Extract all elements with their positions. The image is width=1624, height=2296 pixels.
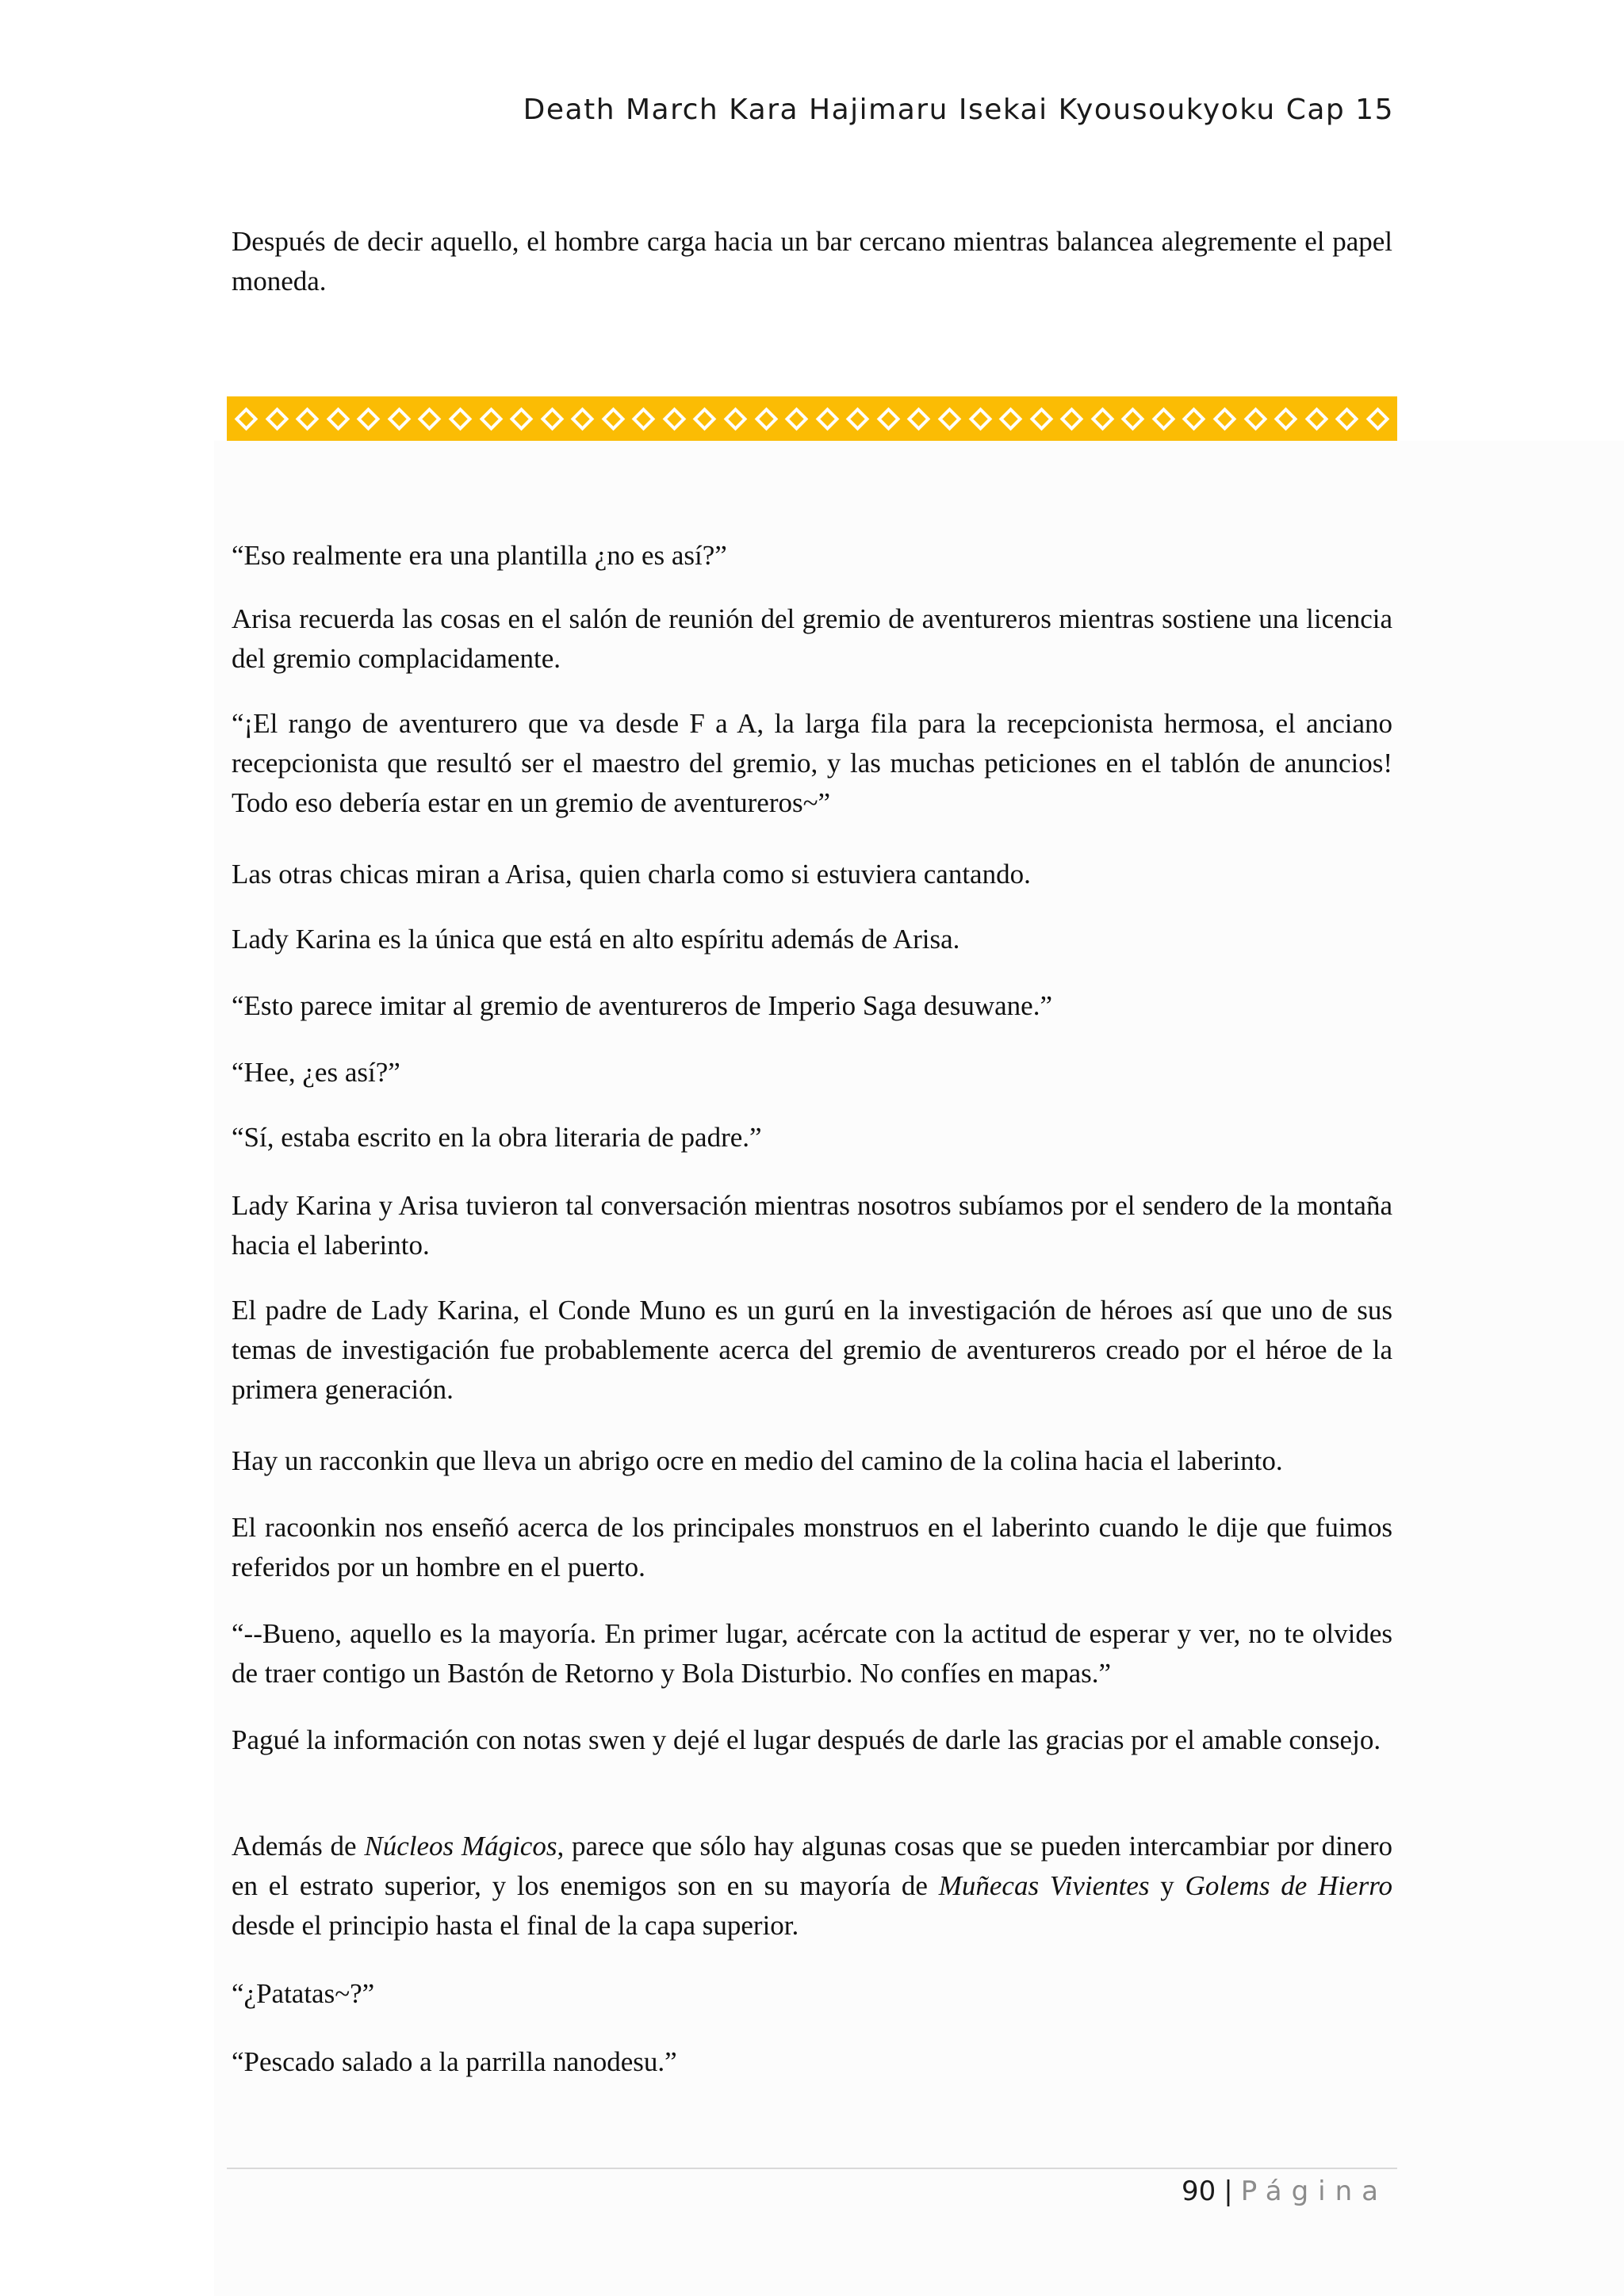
paragraph: Después de decir aquello, el hombre carga hacia un bar cercano mientras balancea alegremente el papel moneda. (232, 226, 1392, 297)
diamond-icon (296, 407, 320, 430)
diamond-icon (1152, 407, 1176, 430)
diamond-icon (663, 407, 687, 430)
diamond-icon (510, 407, 534, 430)
diamond-icon (1182, 407, 1206, 430)
paragraph: “Esto parece imitar al gremio de aventureros de Imperio Saga desuwane.” (232, 990, 1052, 1021)
diamond-icon (449, 407, 473, 430)
diamond-icon (1060, 407, 1084, 430)
italic-term: Núcleos Mágicos (364, 1831, 557, 1862)
diamond-icon (1213, 407, 1237, 430)
paragraph: “¿Patatas~?” (232, 1978, 375, 2009)
diamond-icon (724, 407, 748, 430)
paragraph: El padre de Lady Karina, el Conde Muno es un gurú en la investigación de héroes así que uno de sus temas de investigación fue probablemente acerca del gremio de aventureros creado por el héroe de la primera generación. (232, 1295, 1392, 1405)
diamond-icon (632, 407, 656, 430)
italic-term: Muñecas Vivientes (938, 1870, 1150, 1901)
paragraph-with-italics (232, 1827, 1392, 1946)
paragraph: “Eso realmente era una plantilla ¿no es así?” (232, 540, 727, 571)
diamond-icon (1121, 407, 1145, 430)
diamond-icon (754, 407, 778, 430)
diamond-icon (235, 407, 259, 430)
page-number: 90 (1182, 2175, 1216, 2207)
paragraph: “Sí, estaba escrito en la obra literaria de padre.” (232, 1122, 762, 1153)
page-footer (1182, 2175, 1388, 2207)
diamond-icon (357, 407, 381, 430)
diamond-icon (1274, 407, 1298, 430)
running-header: Death March Kara Hajimaru Isekai Kyousoukyoku Cap 15 (523, 94, 1394, 126)
paragraph: Arisa recuerda las cosas en el salón de reunión del gremio de aventureros mientras sostiene una licencia del gremio complacidamente. (232, 603, 1392, 674)
diamond-icon (1365, 407, 1389, 430)
diamond-icon (326, 407, 350, 430)
diamond-icon (265, 407, 289, 430)
italic-term: Golems de Hierro (1185, 1870, 1393, 1901)
page-label: Página (1240, 2175, 1388, 2207)
section-divider (227, 396, 1397, 441)
diamond-icon (479, 407, 503, 430)
diamond-icon (601, 407, 625, 430)
paragraph: “Hee, ¿es así?” (232, 1057, 400, 1088)
diamond-icon (540, 407, 564, 430)
diamond-icon (418, 407, 442, 430)
diamond-icon (907, 407, 931, 430)
paragraph: Pagué la información con notas swen y dejé el lugar después de darle las gracias por el amable consejo. (232, 1724, 1381, 1755)
footer-separator: | (1224, 2175, 1233, 2207)
diamond-icon (968, 407, 992, 430)
diamond-icon (387, 407, 411, 430)
footer-rule (227, 2168, 1397, 2169)
paragraph: Las otras chicas miran a Arisa, quien charla como si estuviera cantando. (232, 859, 1031, 890)
diamond-icon (785, 407, 809, 430)
diamond-icon (876, 407, 900, 430)
paragraph: Lady Karina y Arisa tuvieron tal conversación mientras nosotros subíamos por el sendero de la montaña hacia el laberinto. (232, 1190, 1392, 1261)
paragraph: “Pescado salado a la parrilla nanodesu.” (232, 2046, 677, 2077)
diamond-icon (571, 407, 595, 430)
paragraph: El racoonkin nos enseñó acerca de los principales monstruos en el laberinto cuando le dije que fuimos referidos por un hombre en el puerto. (232, 1512, 1392, 1582)
diamond-icon (693, 407, 717, 430)
diamond-icon (938, 407, 962, 430)
text-span: y (1149, 1870, 1185, 1901)
paragraph: Hay un racconkin que lleva un abrigo ocre en medio del camino de la colina hacia el laberinto. (232, 1445, 1283, 1476)
paragraph: “¡El rango de aventurero que va desde F a A, la larga fila para la recepcionista hermosa, el anciano recepcionista que resultó ser el maestro del gremio, y las muchas peticiones en el tablón de anuncios! Todo eso debería estar en un gremio de aventureros~” (232, 708, 1392, 818)
diamond-icon (1304, 407, 1328, 430)
diamond-icon (1090, 407, 1114, 430)
paragraph: “--Bueno, aquello es la mayoría. En primer lugar, acércate con la actitud de esperar y ver, no te olvides de traer contigo un Bastón de Retorno y Bola Disturbio. No confíes en mapas.” (232, 1618, 1392, 1689)
text-span: desde el principio hasta el final de la capa superior. (232, 1910, 799, 1941)
diamond-icon (1029, 407, 1053, 430)
diamond-icon (999, 407, 1023, 430)
text-span: , parece que sólo hay algunas cosas que se pueden intercambiar por dinero en el estrato superior, y los enemigos son en su mayoría de (232, 1831, 1392, 1901)
paragraph: Lady Karina es la única que está en alto espíritu además de Arisa. (232, 924, 960, 955)
diamond-icon (1243, 407, 1267, 430)
diamond-icon (846, 407, 870, 430)
diamond-icon (1335, 407, 1359, 430)
text-span: Además de (232, 1831, 365, 1862)
diamond-icon (815, 407, 839, 430)
